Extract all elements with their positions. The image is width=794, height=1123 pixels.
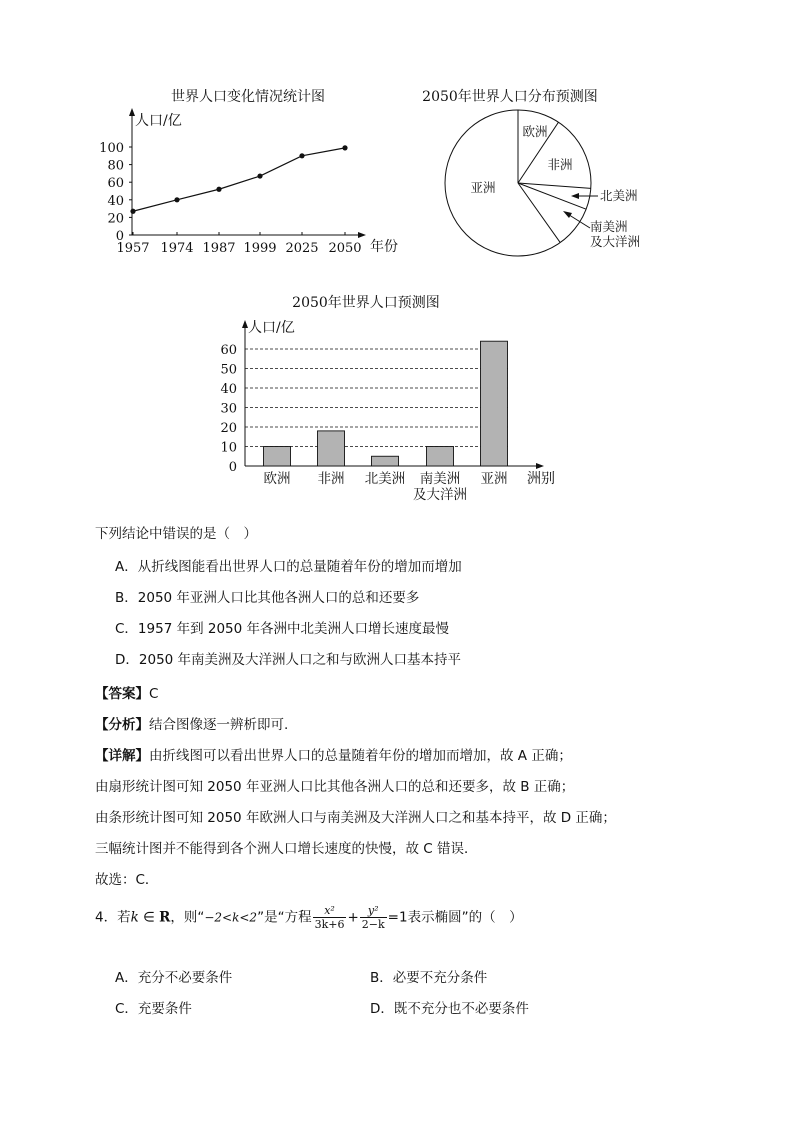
q3-detail-line-2: 由扇形统计图可知 2050 年亚洲人口比其他各洲人口的总和还要多，故 B 正确；	[95, 779, 575, 795]
bar-xtick-label: 欧洲	[263, 471, 291, 487]
q3-option-a: A．从折线图能看出世界人口的总量随着年份的增加而增加	[115, 559, 462, 575]
line-xtick-label: 1974	[160, 241, 194, 256]
line-xtick-label: 1987	[202, 241, 236, 256]
bar-ytick-label: 50	[220, 362, 237, 378]
bar-ytick-label: 20	[220, 421, 237, 436]
pie-chart-title: 2050年世界人口分布预测图	[422, 89, 598, 105]
q4-stem	[95, 904, 523, 931]
answer-tag: 【答案】	[95, 686, 149, 702]
line-xtick-label: 1957	[116, 241, 150, 256]
line-ytick-label: 20	[107, 211, 124, 227]
pie-label-asia: 亚洲	[470, 180, 496, 195]
q3-choice: 故选：C．	[95, 872, 159, 888]
bar-xtick-label: 北美洲	[364, 471, 406, 487]
bar-3	[427, 447, 454, 467]
q4-in: ∈	[138, 909, 160, 926]
q4-k: k	[130, 909, 139, 926]
bar-ytick-label: 40	[220, 382, 237, 397]
line-series	[133, 148, 345, 211]
q4-option-c: C．充要条件	[115, 1001, 192, 1017]
q4-R: R	[159, 909, 171, 926]
line-point	[174, 197, 179, 202]
q4-tail: =1表示椭圆”的（ ）	[387, 909, 523, 926]
bar-ytick-label: 60	[220, 343, 237, 358]
q4-frac1-den: 3k+6	[314, 918, 345, 932]
line-point	[216, 187, 221, 192]
q4-frac2-num: y²	[360, 904, 387, 918]
q4-frac1-num: x²	[313, 904, 347, 918]
bar-0	[264, 447, 291, 467]
bar-chart-xlabel: 洲别	[527, 471, 555, 487]
q3-detail-line-4: 三幅统计图并不能得到各个洲人口增长速度的快慢，故 C 错误．	[95, 841, 478, 857]
bar-chart	[0, 280, 794, 520]
pie-label-africa: 非洲	[547, 157, 573, 172]
q3-detail-line-3: 由条形统计图可知 2050 年欧洲人口与南美洲及大洋洲人口之和基本持平，故 D 正确；	[95, 810, 616, 826]
q4-mid: ”是“方程	[257, 909, 312, 926]
bar-xtick-label: 亚洲	[480, 471, 508, 487]
line-chart-x-arrow	[358, 232, 366, 238]
pie-label-europe: 欧洲	[522, 124, 548, 139]
q4-fraction-2	[360, 904, 387, 931]
q4-option-d: D．既不充分也不必要条件	[370, 1001, 529, 1017]
line-point	[257, 173, 262, 178]
analysis-tag: 【分析】	[95, 717, 149, 733]
q3-detail-line-1	[95, 744, 572, 764]
bar-xtick-label-line1: 南美洲	[419, 471, 461, 487]
line-chart	[0, 0, 794, 270]
line-ytick-label: 0	[115, 229, 124, 244]
bar-4	[481, 341, 508, 466]
line-ytick-label: 80	[107, 158, 124, 174]
q4-number: 4．若	[95, 909, 131, 926]
pie-label-sa-line1: 南美洲	[590, 219, 628, 234]
bar-xtick-label-line2: 及大洋洲	[413, 487, 467, 503]
line-ytick-label: 60	[107, 176, 124, 192]
line-chart-y-arrow	[129, 108, 135, 116]
q3-option-b: B．2050 年亚洲人口比其他各洲人口的总和还要多	[115, 590, 420, 606]
q4-option-b: B．必要不充分条件	[370, 970, 488, 986]
bar-2	[372, 456, 399, 466]
line-ytick-label: 40	[107, 193, 124, 209]
q4-cond: −2<k<2	[204, 910, 258, 925]
q3-option-c: C．1957 年到 2050 年各洲中北美洲人口增长速度最慢	[115, 621, 450, 637]
q4-option-a: A．充分不必要条件	[115, 970, 233, 986]
detail-tag: 【详解】	[95, 748, 149, 764]
q4-frac2-den: 2−k	[361, 918, 385, 932]
q3-answer	[95, 682, 158, 702]
answer-value: C	[149, 686, 159, 702]
line-point	[130, 209, 135, 214]
analysis-text: 结合图像逐一辨析即可.	[149, 717, 289, 733]
bar-ytick-label: 0	[228, 460, 237, 475]
line-chart-title: 世界人口变化情况统计图	[171, 89, 325, 105]
q3-stem: 下列结论中错误的是（ ）	[95, 526, 257, 542]
bar-ytick-label: 10	[220, 440, 237, 456]
line-point	[299, 153, 304, 158]
bar-ytick-label: 30	[220, 401, 237, 417]
line-xtick-label: 2050	[328, 241, 362, 256]
pie-label-sa-line2: 及大洋洲	[590, 234, 641, 249]
q4-plus: +	[347, 909, 359, 926]
q3-analysis	[95, 713, 288, 733]
q4-comma: ，则“	[170, 909, 205, 926]
line-chart-xlabel: 年份	[370, 239, 398, 255]
line-xtick-label: 2025	[285, 241, 319, 256]
bar-xtick-label: 非洲	[317, 471, 345, 487]
line-chart-ylabel: 人口/亿	[135, 113, 182, 129]
q3-option-d: D．2050 年南美洲及大洋洲人口之和与欧洲人口基本持平	[115, 652, 462, 668]
line-ytick-label: 100	[99, 141, 124, 156]
line-xtick-label: 1999	[243, 241, 277, 256]
line-point	[342, 145, 347, 150]
q4-fraction-1	[313, 904, 347, 931]
bar-chart-ylabel: 人口/亿	[248, 320, 295, 336]
bar-chart-x-arrow	[536, 463, 544, 469]
bar-chart-title: 2050年世界人口预测图	[292, 295, 440, 311]
bar-1	[318, 431, 345, 466]
pie-label-na: 北美洲	[600, 188, 638, 203]
detail-text-1: 由折线图可以看出世界人口的总量随着年份的增加而增加，故 A 正确；	[149, 748, 572, 764]
